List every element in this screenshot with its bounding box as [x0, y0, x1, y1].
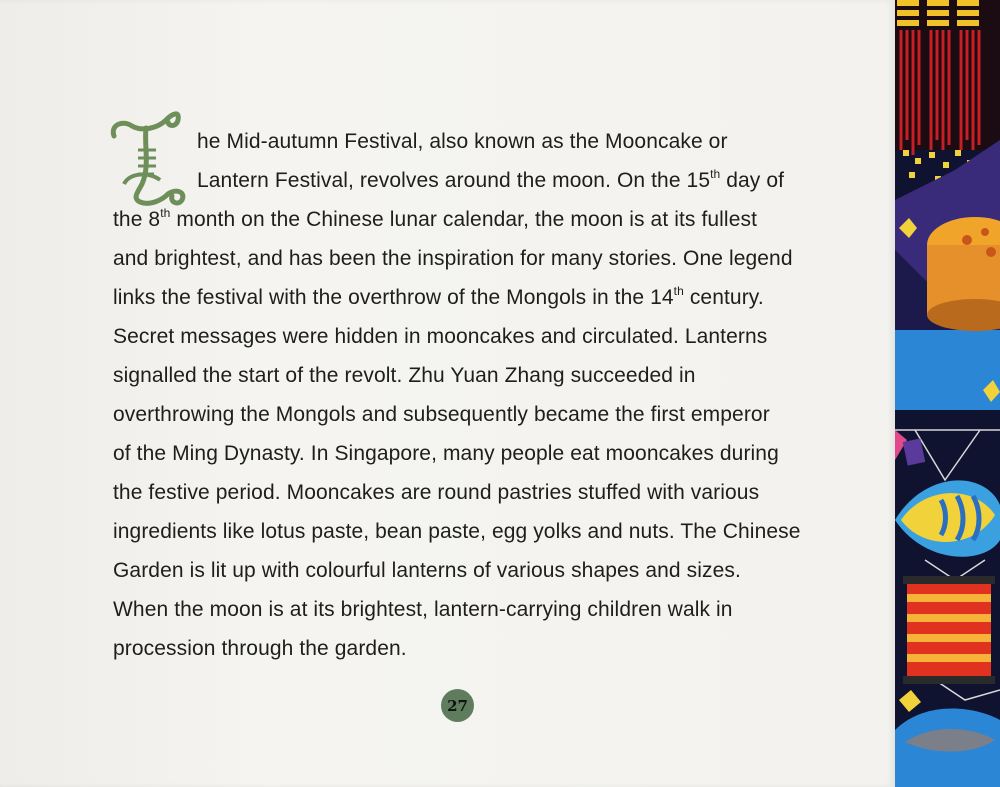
body-paragraph — [113, 122, 813, 668]
paragraph-line: Secret messages were hidden in mooncakes and circulated. Lanterns — [113, 325, 768, 348]
festival-illustration-strip — [895, 0, 1000, 787]
fish-lantern — [895, 480, 1000, 556]
paragraph-line: ingredients like lotus paste, bean paste, egg yolks and nuts. The Chinese — [113, 520, 801, 543]
paragraph-line: and brightest, and has been the inspiration for many stories. One legend — [113, 247, 793, 270]
paragraph-line: he Mid-autumn Festival, also known as the Mooncake or — [197, 130, 728, 153]
paragraph-line: the 8th month on the Chinese lunar calendar, the moon is at its fullest — [113, 206, 758, 231]
paragraph-line: the festive period. Mooncakes are round pastries stuffed with various — [113, 481, 760, 504]
paragraph-line: Lantern Festival, revolves around the moon. On the 15th day of — [197, 167, 785, 192]
paragraph-line: links the festival with the overthrow of the Mongols in the 14th century. — [113, 284, 764, 309]
mooncake — [927, 217, 1000, 331]
paragraph-line: of the Ming Dynasty. In Singapore, many people eat mooncakes during — [113, 442, 779, 465]
page-number-badge: 27 — [441, 689, 474, 722]
paragraph-line: When the moon is at its brightest, lantern-carrying children walk in — [113, 598, 733, 621]
paragraph-line: procession through the garden. — [113, 637, 407, 660]
paragraph-line: Garden is lit up with colourful lanterns of various shapes and sizes. — [113, 559, 741, 582]
paragraph-line: signalled the start of the revolt. Zhu Yuan Zhang succeeded in — [113, 364, 696, 387]
cylinder-lantern — [903, 576, 995, 684]
paragraph-line: overthrowing the Mongols and subsequently became the first emperor — [113, 403, 770, 426]
